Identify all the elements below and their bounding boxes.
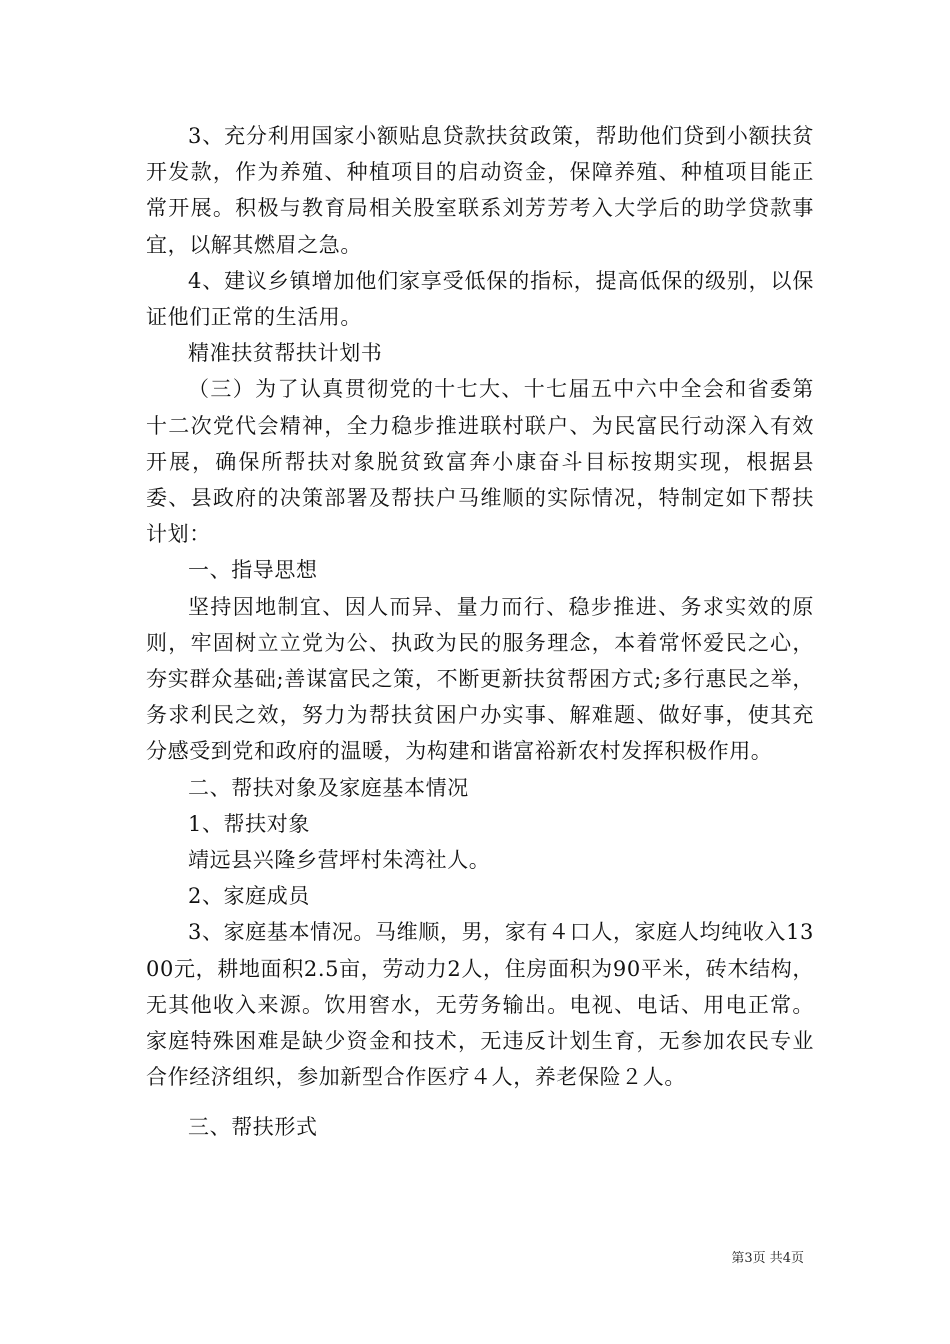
paragraph-plan-intro: （三）为了认真贯彻党的十七大、十七届五中六中全会和省委第十二次党代会精神，全力稳步推进联村联户、为民富民行动深入有效开展，确保所帮扶对象脱贫致富奔小康奋斗目标按期实现，根据县委、县政府的决策部署及帮扶户马维顺的实际情况，特制定如下帮扶计划： bbox=[146, 377, 814, 547]
subheading-family-members: 2、家庭成员 bbox=[188, 884, 310, 909]
paragraph-target-location: 靖远县兴隆乡营坪村朱湾社人。 bbox=[188, 848, 491, 873]
heading-guiding-thought: 一、指导思想 bbox=[188, 558, 318, 583]
document-body bbox=[146, 118, 814, 1146]
heading-assistance-form: 三、帮扶形式 bbox=[188, 1115, 318, 1140]
section-title-plan: 精准扶贫帮扶计划书 bbox=[188, 341, 383, 366]
paragraph-loan-policy: 3、充分利用国家小额贴息贷款扶贫政策，帮助他们贷到小额扶贫开发款，作为养殖、种植项目的启动资金，保障养殖、种植项目能正常开展。积极与教育局相关股室联系刘芳芳考入大学后的助学贷款事宜，以解其燃眉之急。 bbox=[146, 124, 814, 257]
subheading-target: 1、帮扶对象 bbox=[188, 811, 310, 836]
page-number: 第3页 共4页 bbox=[731, 1251, 804, 1266]
paragraph-guiding-thought: 坚持因地制宜、因人而异、量力而行、稳步推进、务求实效的原则，牢固树立立党为公、执政为民的服务理念，本着常怀爱民之心，夯实群众基础;善谋富民之策，不断更新扶贫帮困方式;多行惠民之举，务求利民之效，努力为帮扶贫困户办实事、解难题、做好事，使其充分感受到党和政府的温暖，为构建和谐富裕新农村发挥积极作用。 bbox=[146, 594, 814, 764]
paragraph-low-income-subsidy: 4、建议乡镇增加他们家享受低保的指标，提高低保的级别，以保证他们正常的生活用。 bbox=[146, 268, 814, 330]
heading-assistance-target: 二、帮扶对象及家庭基本情况 bbox=[188, 775, 469, 800]
paragraph-family-situation: 3、家庭基本情况。马维顺，男，家有４口人，家庭人均纯收入1300元，耕地面积2.5亩，劳动力2人，住房面积为90平米，砖木结构，无其他收入来源。饮用窖水，无劳务输出。电视、电话、用电正常。家庭特殊困难是缺少资金和技术，无违反计划生育，无参加农民专业合作经济组织，参加新型合作医疗４人，养老保险２人。 bbox=[146, 920, 814, 1090]
